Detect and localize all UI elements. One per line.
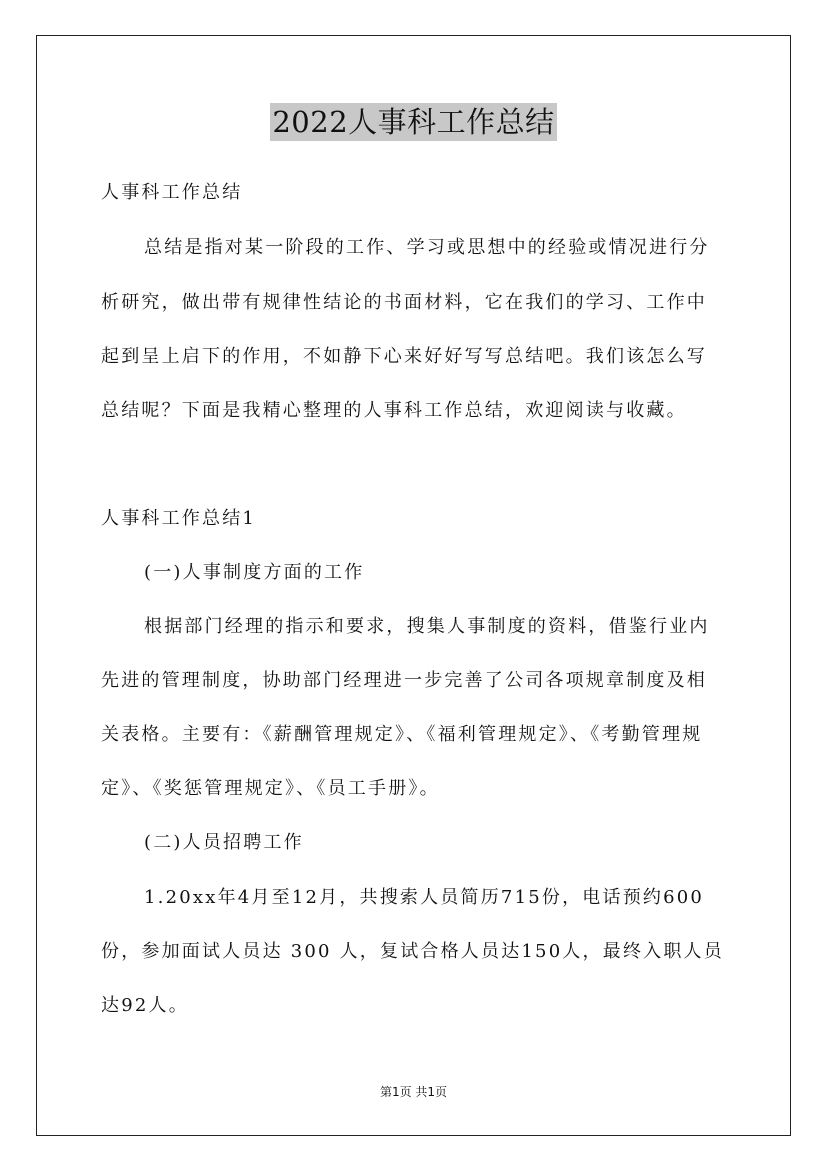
paragraph-line: 起到呈上启下的作用，不如静下心来好好写写总结吧。我们该怎么写: [101, 346, 707, 367]
paragraph-line: 份，参加面试人员达 300 人，复试合格人员达150人，最终入职人员: [101, 941, 724, 962]
paragraph-line: 达92人。: [101, 995, 189, 1016]
subsection-heading: (一)人事制度方面的工作: [144, 562, 365, 583]
paragraph-line: 根据部门经理的指示和要求，搜集人事制度的资料，借鉴行业内: [144, 616, 710, 637]
title-container: [0, 103, 827, 141]
paragraph-line: 关表格。主要有：《薪酬管理规定》、《福利管理规定》、《考勤管理规: [101, 724, 703, 745]
paragraph-line: 1.20xx年4月至12月，共搜索人员简历715份，电话预约600: [144, 887, 705, 908]
paragraph-line: 析研究，做出带有规律性结论的书面材料，它在我们的学习、工作中: [101, 292, 707, 313]
subsection-heading: (二)人员招聘工作: [144, 832, 304, 853]
paragraph-line: 总结呢？下面是我精心整理的人事科工作总结，欢迎阅读与收藏。: [101, 400, 687, 421]
paragraph-line: 定》、《奖惩管理规定》、《员工手册》。: [101, 778, 440, 799]
document-title: 2022人事科工作总结: [272, 105, 555, 139]
subtitle-line: 人事科工作总结: [101, 182, 243, 203]
paragraph-line: 总结是指对某一阶段的工作、学习或思想中的经验或情况进行分: [144, 237, 710, 258]
paragraph-line: 先进的管理制度，协助部门经理进一步完善了公司各项规章制度及相: [101, 670, 707, 691]
section-heading: 人事科工作总结1: [101, 508, 257, 529]
page-footer: 第1页 共1页: [379, 1085, 448, 1099]
